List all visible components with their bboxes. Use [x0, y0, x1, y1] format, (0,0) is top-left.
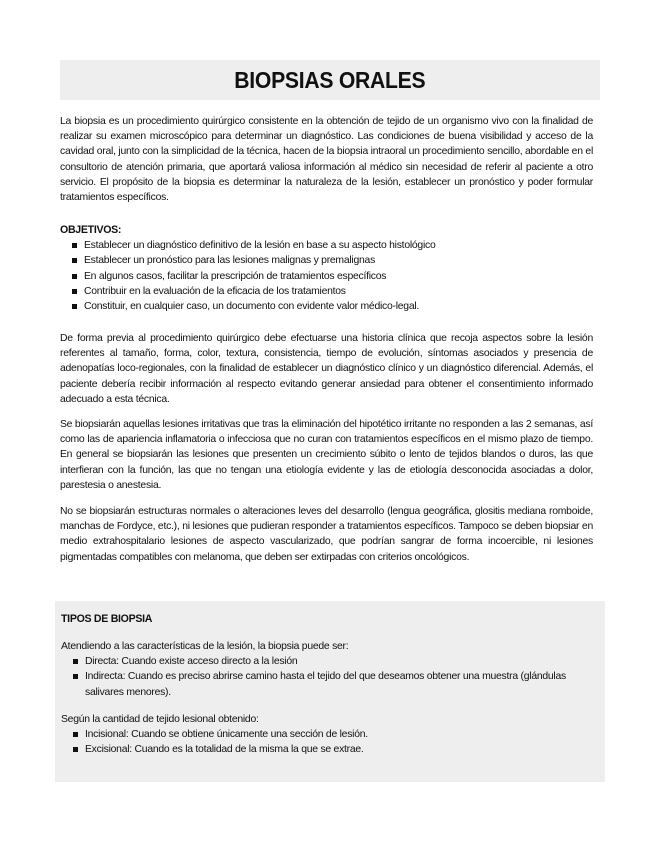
- page-title: BIOPSIAS ORALES: [234, 66, 426, 93]
- bullet-icon: [73, 674, 78, 679]
- objetivos-list: [60, 238, 593, 314]
- bullet-icon: [72, 289, 77, 294]
- list-item: [73, 727, 595, 742]
- list-item-text: Directa: Cuando existe acceso directo a la lesión: [85, 656, 298, 668]
- list-item-text: Indirecta: Cuando es preciso abrirse camino hasta el tejido del que deseamos obtener una muestra (glándulas salivares menores).: [85, 671, 566, 698]
- list-item-text: Incisional: Cuando se obtiene únicamente una sección de lesión.: [85, 729, 368, 741]
- objetivos-section: [60, 223, 593, 314]
- title-band: [60, 60, 600, 100]
- list-item: [73, 654, 595, 669]
- tipos-heading: TIPOS DE BIOPSIA: [61, 613, 153, 625]
- list-item: [72, 299, 593, 314]
- list-item-text: Establecer un diagnóstico definitivo de la lesión en base a su aspecto histológico: [84, 240, 436, 252]
- list-item: [72, 253, 593, 268]
- indications-paragraph: Se biopsiarán aquellas lesiones irritativas que tras la eliminación del hipotético irritante no responden a las 2 semanas, así como las de apariencia inflamatoria o infecciosa que no curan con tratamientos específicos en el mismo plazo de tiempo. En general se biopsiarán las lesiones que presenten un crecimiento súbito o lento de tejidos blandos o duros, las que interfieran con la función, las que no tengan una etiología evidente y las de etiología desconocida asociadas a dolor, parestesia o anestesia.: [60, 419, 593, 491]
- list-item-text: En algunos casos, facilitar la prescripción de tratamientos específicos: [84, 270, 387, 282]
- bullet-icon: [73, 659, 78, 664]
- list-item: [72, 238, 593, 253]
- list-item-text: Establecer un pronóstico para las lesiones malignas y premalignas: [84, 255, 376, 267]
- list-item: [73, 742, 595, 757]
- list-item: [72, 269, 593, 284]
- tipos-intro-2: Según la cantidad de tejido lesional obtenido:: [61, 714, 259, 725]
- history-paragraph: De forma previa al procedimiento quirúrgico debe efectuarse una historia clínica que recoja aspectos sobre la lesión referentes al tamaño, forma, color, textura, consistencia, tiempo de evolución, síntomas asociados y presencia de adenopatías loco-regionales, con la finalidad de establecer un diagnóstico clínico y un diagnóstico diferencial. Además, el paciente debería recibir información al respecto evitando generar ansiedad para obtener el consentimiento informado adecuado a esta técnica.: [60, 333, 593, 405]
- bullet-icon: [72, 243, 77, 248]
- list-item-text: Excisional: Cuando es la totalidad de la misma la que se extrae.: [85, 744, 364, 756]
- bullet-icon: [73, 747, 78, 752]
- list-item: [73, 669, 595, 699]
- bullet-icon: [72, 258, 77, 263]
- tipos-list-1: [61, 654, 595, 700]
- list-item-text: Constituir, en cualquier caso, un documento con evidente valor médico-legal.: [84, 301, 420, 313]
- intro-paragraph: La biopsia es un procedimiento quirúrgico consistente en la obtención de tejido de un organismo vivo con la finalidad de realizar su examen microscópico para determinar un diagnóstico. Las condiciones de buena visibilidad y acceso de la cavidad oral, junto con la simplicidad de la técnica, hacen de la biopsia intraoral un procedimiento sencillo, abordable en el consultorio de atención primaria, que aportará valiosa información al médico sin necesidad de referir al paciente a otro servicio. El propósito de la biopsia es determinar la naturaleza de la lesión, establecer un pronóstico y poder formular tratamientos específicos.: [60, 116, 593, 204]
- bullet-icon: [72, 274, 77, 279]
- tipos-box: [55, 601, 605, 782]
- tipos-intro-1: Atendiendo a las características de la lesión, la biopsia puede ser:: [61, 641, 349, 652]
- list-item: [72, 284, 593, 299]
- tipos-list-2: [61, 727, 595, 757]
- contraindications-paragraph: No se biopsiarán estructuras normales o alteraciones leves del desarrollo (lengua geográfica, glositis mediana romboide, manchas de Fordyce, etc.), ni lesiones que pudieran responder a tratamientos específicos. Tampoco se deben biopsiar en medio extrahospitalario lesiones de aspecto vascularizado, que podrían sangrar de forma incoercible, ni lesiones pigmentadas compatibles con melanoma, que deben ser extirpadas con criterios oncológicos.: [60, 506, 593, 563]
- objetivos-heading: OBJETIVOS:: [60, 224, 122, 236]
- bullet-icon: [72, 304, 77, 309]
- bullet-icon: [73, 732, 78, 737]
- list-item-text: Contribuir en la evaluación de la eficacia de los tratamientos: [84, 285, 346, 297]
